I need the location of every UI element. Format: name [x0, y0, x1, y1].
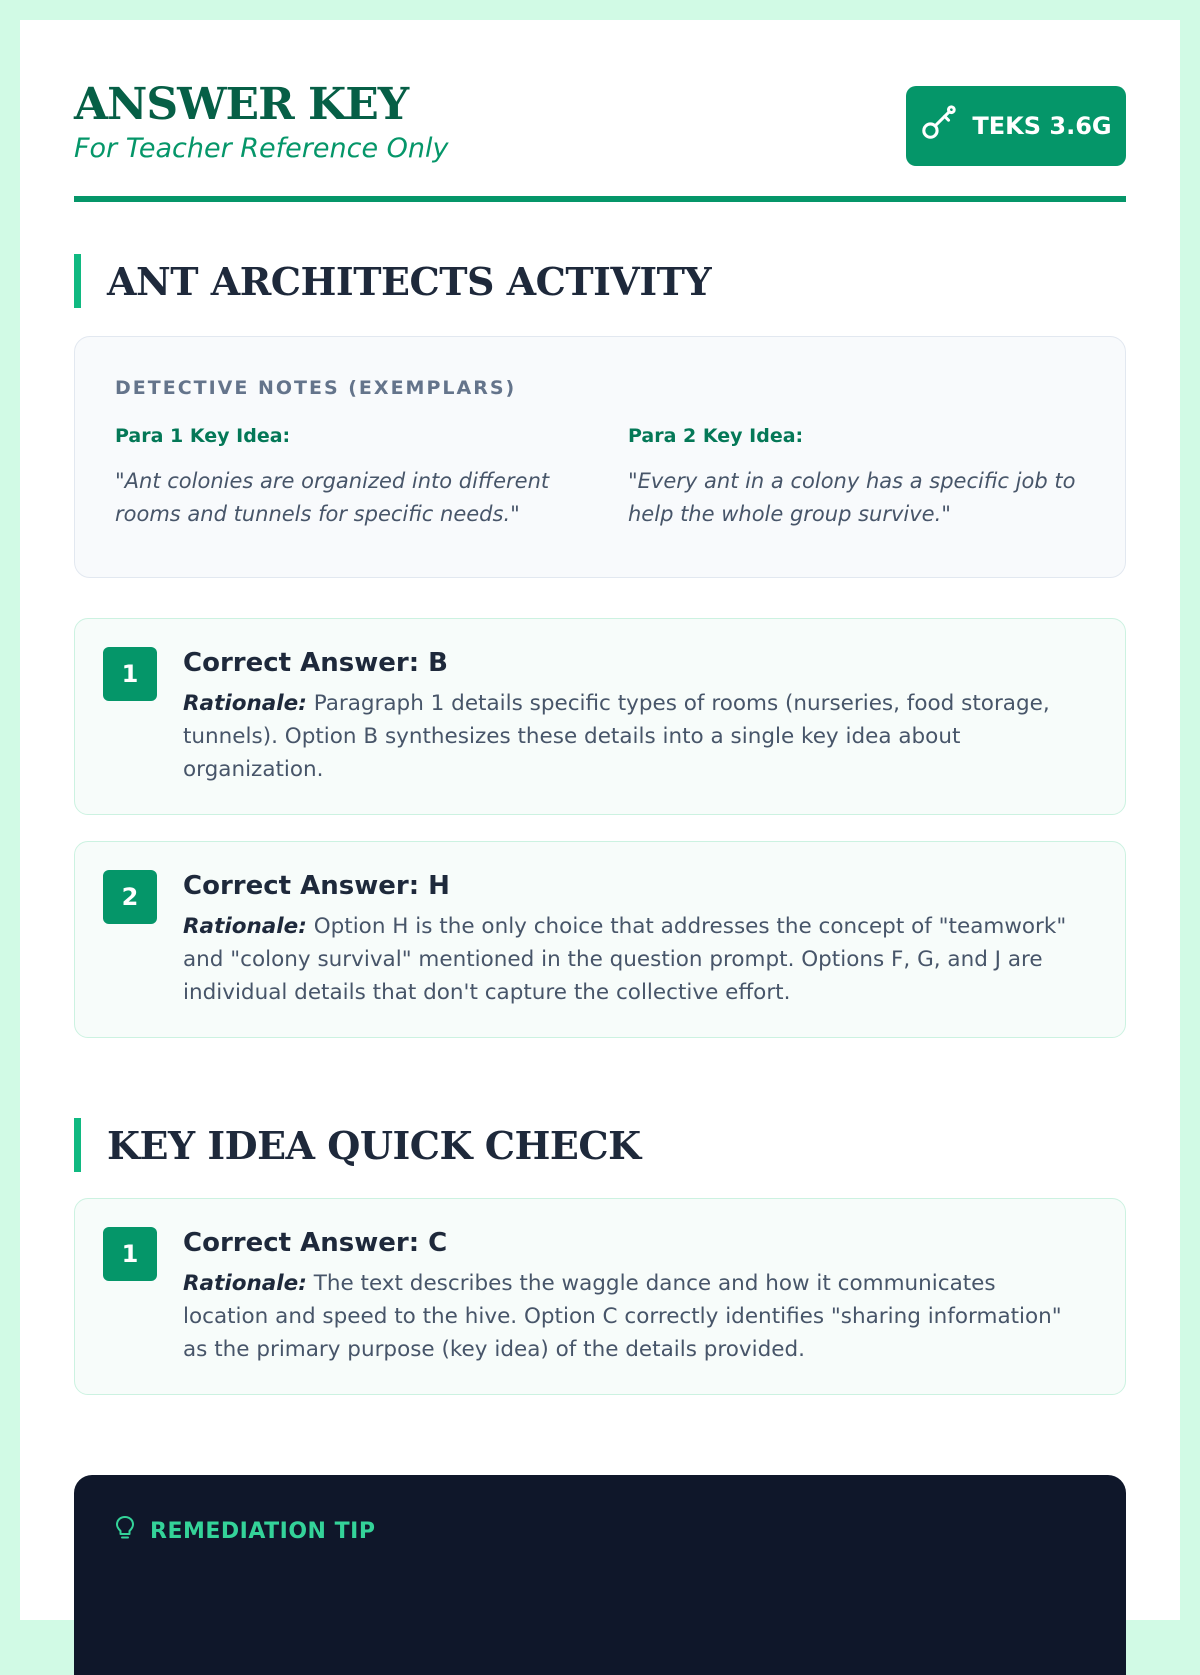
rationale-text [183, 687, 1085, 786]
section-heading-ant-architects: ANT ARCHITECTS ACTIVITY [74, 254, 1126, 308]
note-para-2 [628, 425, 1085, 531]
answer-content [183, 870, 1085, 1009]
question-number-badge: 2 [103, 870, 157, 924]
title-block [74, 80, 449, 164]
page-title: ANSWER KEY [74, 79, 409, 130]
note-heading: Para 2 Key Idea: [628, 425, 804, 447]
rationale-label: Rationale: [183, 914, 307, 939]
remediation-tip-heading: REMEDIATION TIP [150, 1518, 376, 1544]
note-para-1 [115, 425, 572, 531]
correct-answer-title: Correct Answer: C [183, 1228, 448, 1258]
answer-content [183, 1227, 1085, 1366]
question-number-badge: 1 [103, 647, 157, 701]
answer-card [74, 841, 1126, 1038]
correct-answer-title: Correct Answer: B [183, 648, 448, 678]
remediation-tip-box [74, 1475, 1126, 1675]
teks-badge-label: TEKS 3.6G [972, 112, 1112, 140]
rationale-label: Rationale: [183, 691, 307, 716]
note-text: "Every ant in a colony has a specific job to help the whole group survive." [628, 469, 1076, 526]
answer-card [74, 618, 1126, 815]
key-icon [920, 104, 958, 148]
rationale-body: Paragraph 1 details specific types of rooms (nurseries, food storage, tunnels). Option B synthesizes these details into a single key idea about organization. [183, 691, 1050, 782]
remediation-tip-header [114, 1515, 1086, 1547]
rationale-body: The text describes the waggle dance and how it communicates location and speed to the hive. Option C correctly identifies "sharing information" as the primary purpose (key idea) of the details provided. [183, 1271, 1062, 1362]
answer-card [74, 1198, 1126, 1395]
rationale-body: Option H is the only choice that addresses the concept of "teamwork" and "colony survival" mentioned in the question prompt. Options F, G, and J are individual details that don't capture the collective effort. [183, 914, 1067, 1005]
section-heading-quick-check: KEY IDEA QUICK CHECK [74, 1118, 1126, 1172]
answer-content [183, 647, 1085, 786]
detective-notes-box [74, 336, 1126, 578]
note-text: "Ant colonies are organized into different rooms and tunnels for specific needs." [115, 469, 550, 526]
detective-notes-label: DETECTIVE NOTES (EXEMPLARS) [115, 377, 517, 399]
teks-badge [906, 86, 1126, 166]
lightbulb-icon [114, 1515, 136, 1547]
detective-notes-columns [115, 425, 1085, 531]
rationale-text [183, 1267, 1085, 1366]
question-number-badge: 1 [103, 1227, 157, 1281]
page-header [74, 80, 1126, 202]
note-heading: Para 1 Key Idea: [115, 425, 291, 447]
correct-answer-title: Correct Answer: H [183, 871, 450, 901]
rationale-text [183, 910, 1085, 1009]
rationale-label: Rationale: [183, 1271, 307, 1296]
answer-key-page [20, 20, 1180, 1620]
page-subtitle: For Teacher Reference Only [74, 132, 449, 164]
